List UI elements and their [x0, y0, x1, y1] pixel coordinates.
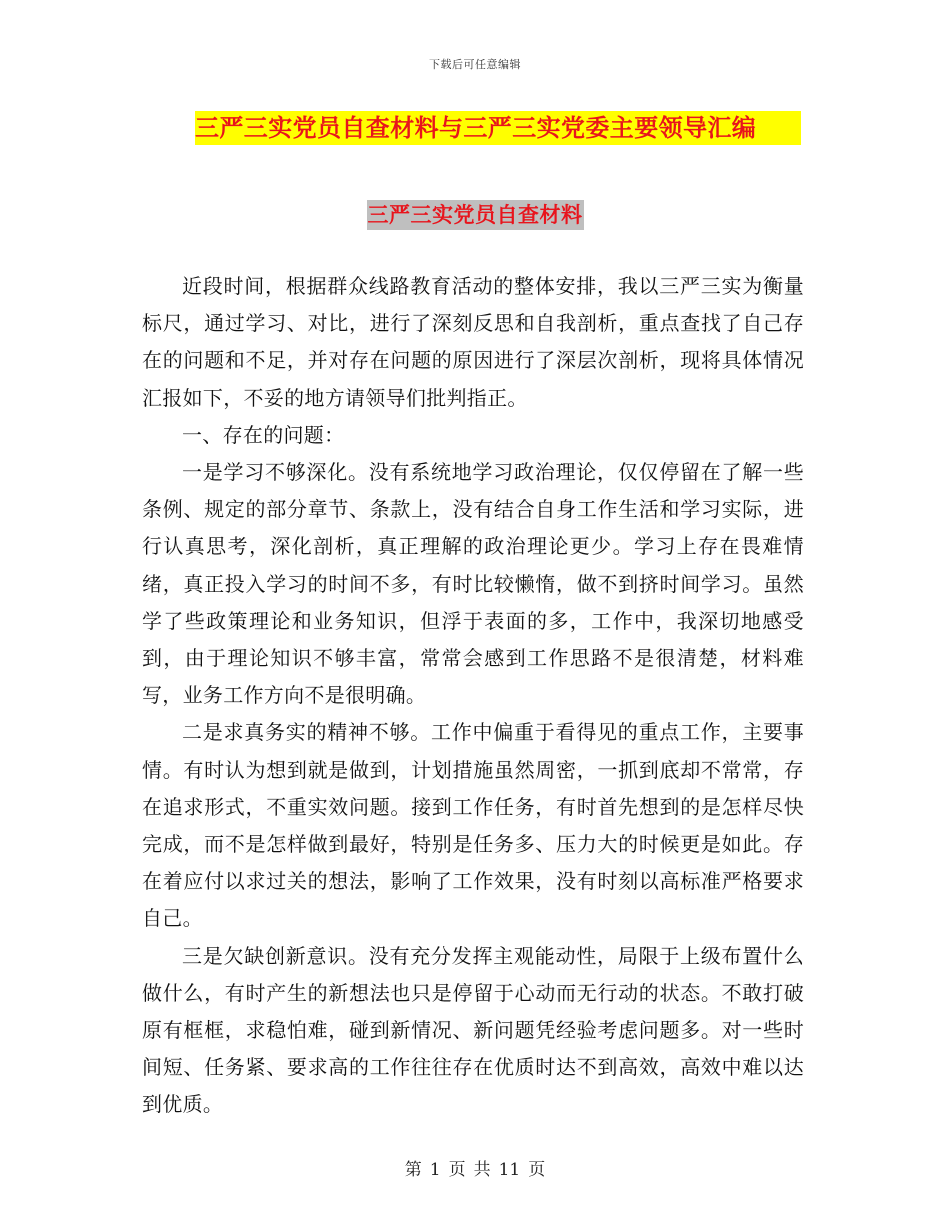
paragraph-problem-1: 一是学习不够深化。没有系统地学习政治理论，仅仅停留在了解一些条例、规定的部分章节、条款上，没有结合自身工作生活和学习实际，进行认真思考，深化剖析，真正理解的政治理论更少。学习上存在畏难情绪，真正投入学习的时间不多，有时比较懒惰，做不到挤时间学习。虽然学了些政策理论和业务知识，但浮于表面的多，工作中，我深切地感受到，由于理论知识不够丰富，常常会感到工作思路不是很清楚，材料难写，业务工作方向不是很明确。: [142, 460, 804, 708]
sub-title-container: [0, 200, 950, 230]
footer-total-word: 共: [473, 1160, 491, 1180]
footer-suffix: 页: [528, 1160, 546, 1180]
body-text: [142, 268, 804, 1124]
header-note: 下载后可任意编辑: [429, 58, 521, 71]
sub-title: 三严三实党员自查材料: [367, 200, 584, 230]
paragraph-problem-2: 二是求真务实的精神不够。工作中偏重于看得见的重点工作，主要事情。有时认为想到就是做到，计划措施虽然周密，一抓到底却不常常，存在追求形式，不重实效问题。接到工作任务，有时首先想到的是怎样尽快完成，而不是怎样做到最好，特别是任务多、压力大的时候更是如此。存在着应付以求过关的想法，影响了工作效果，没有时刻以高标准严格要求自己。: [142, 720, 804, 931]
footer-current-page: 1: [429, 1160, 441, 1180]
footer-page-word: 页: [448, 1160, 466, 1180]
paragraph-problem-3: 三是欠缺创新意识。没有充分发挥主观能动性，局限于上级布置什么做什么，有时产生的新想法也只是停留于心动而无行动的状态。不敢打破原有框框，求稳怕难，碰到新情况、新问题凭经验考虑问题多。对一些时间短、任务紧、要求高的工作往往存在优质时达不到高效，高效中难以达到优质。: [142, 943, 804, 1117]
footer-prefix: 第: [404, 1160, 422, 1180]
footer-total-pages: 11: [498, 1160, 521, 1180]
paragraph-intro: 近段时间，根据群众线路教育活动的整体安排，我以三严三实为衡量标尺，通过学习、对比，进行了深刻反思和自我剖析，重点查找了自己存在的问题和不足，并对存在问题的原因进行了深层次剖析，现将具体情况汇报如下，不妥的地方请领导们批判指正。: [142, 274, 804, 410]
main-title: 三严三实党员自查材料与三严三实党委主要领导汇编: [195, 111, 801, 145]
page-footer: [0, 1155, 950, 1180]
paragraph-section-heading: 一、存在的问题：: [182, 422, 345, 447]
